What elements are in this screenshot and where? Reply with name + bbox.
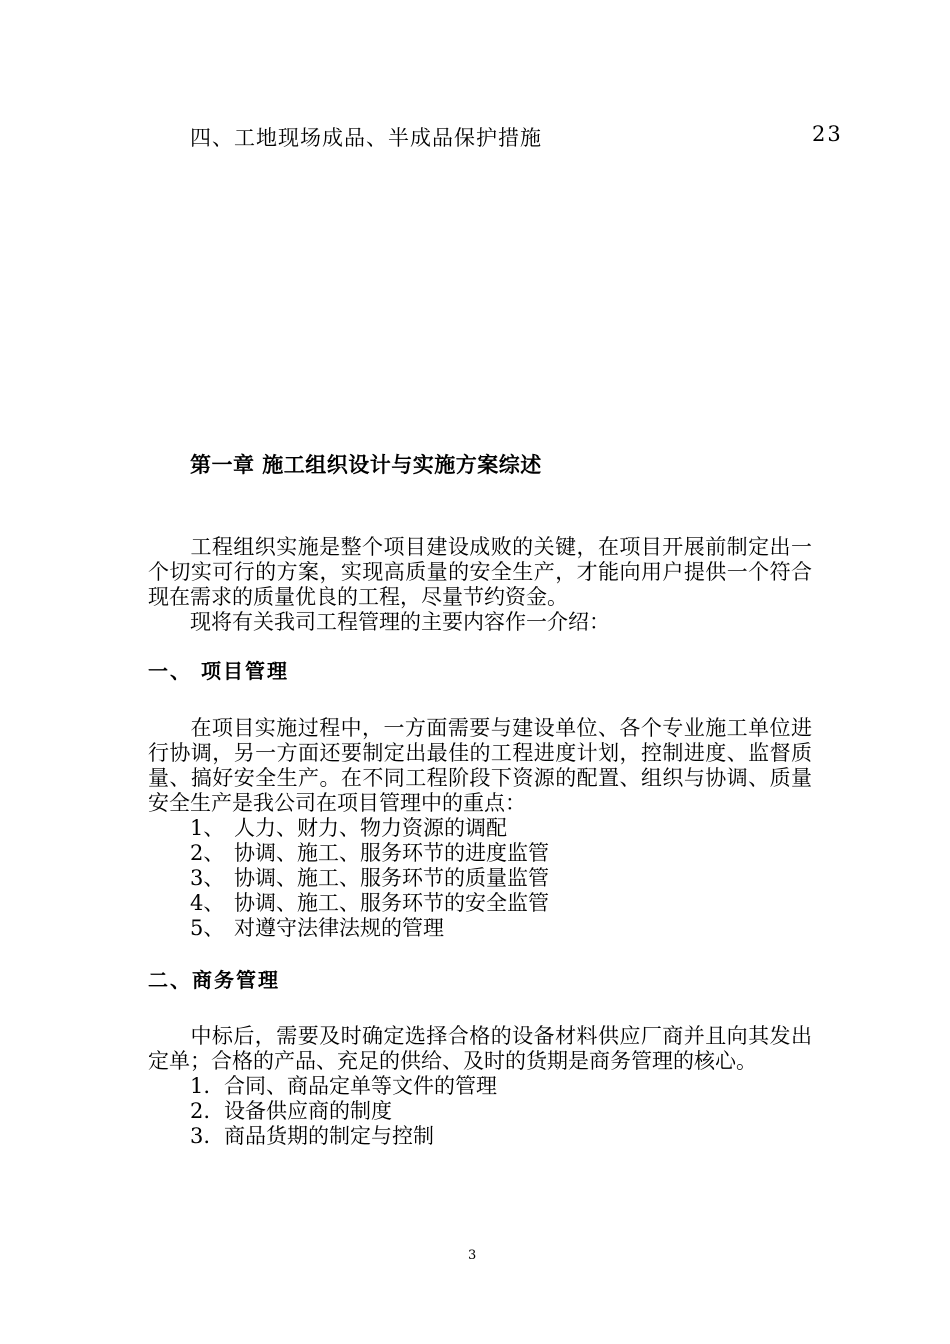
- list-item: 2、 协调、施工、服务环节的进度监管: [190, 841, 549, 865]
- section-heading-business-management: 二、商务管理: [148, 968, 280, 992]
- page-number: 3: [468, 1248, 477, 1263]
- intro-lead-paragraph: [148, 610, 812, 635]
- toc-entry: 四、工地现场成品、半成品保护措施: [190, 126, 542, 150]
- list-item: 3. 商品货期的制定与控制: [190, 1124, 434, 1148]
- project-management-list: [190, 816, 549, 941]
- chapter-title: 第一章 施工组织设计与实施方案综述: [190, 452, 542, 477]
- toc-page-number: 23: [812, 122, 843, 146]
- project-management-paragraph: [148, 716, 812, 816]
- project-management-text: 在项目实施过程中，一方面需要与建设单位、各个专业施工单位进行协调，另一方面还要制定出最佳的工程进度计划，控制进度、监督质量、搞好安全生产。在不同工程阶段下资源的配置、组织与协调、质量安全生产是我公司在项目管理中的重点：: [148, 716, 812, 815]
- business-management-list: [190, 1074, 497, 1149]
- list-item: 1、 人力、财力、物力资源的调配: [190, 816, 507, 840]
- business-management-paragraph: [148, 1024, 812, 1074]
- intro-paragraph-text: 工程组织实施是整个项目建设成败的关键，在项目开展前制定出一个切实可行的方案，实现高质量的安全生产，才能向用户提供一个符合现在需求的质量优良的工程，尽量节约资金。: [148, 535, 812, 609]
- intro-paragraph: [148, 535, 812, 610]
- list-item: 3、 协调、施工、服务环节的质量监管: [190, 866, 549, 890]
- intro-lead-text: 现将有关我司工程管理的主要内容作一介绍：: [190, 610, 610, 634]
- list-item: 1. 合同、商品定单等文件的管理: [190, 1074, 497, 1098]
- list-item: 5、 对遵守法律法规的管理: [190, 916, 444, 940]
- business-management-text: 中标后，需要及时确定选择合格的设备材料供应厂商并且向其发出定单；合格的产品、充足的供给、及时的货期是商务管理的核心。: [148, 1024, 812, 1073]
- list-item: 4、 协调、施工、服务环节的安全监管: [190, 891, 549, 915]
- section-heading-project-management: 一、 项目管理: [148, 659, 289, 683]
- list-item: 2. 设备供应商的制度: [190, 1099, 392, 1123]
